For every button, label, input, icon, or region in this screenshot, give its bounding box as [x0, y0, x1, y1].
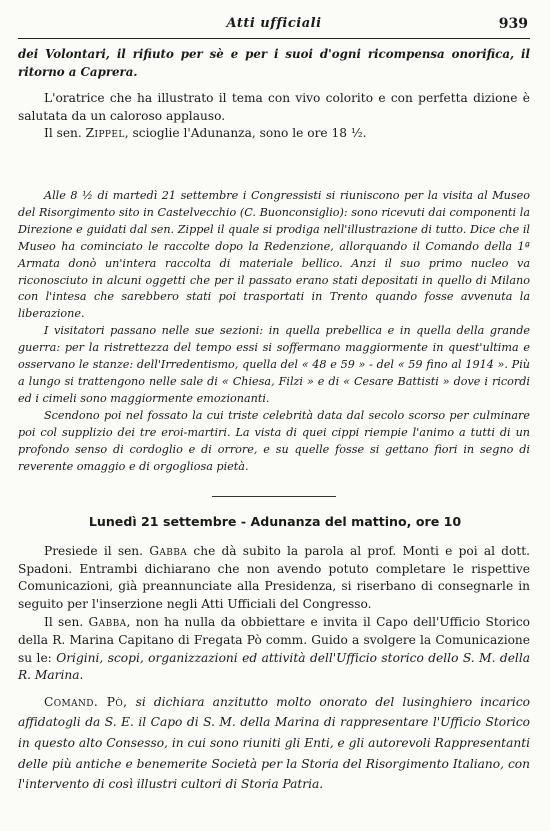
intro-p3-prefix: Il sen.: [44, 126, 86, 141]
visit-paragraph-3: Scendono poi nel fossato la cui triste celebrità data dal secolo scorso per culminare poi col supplizio dei tre eroi-martiri. La vista di quei cippi riempie l'animo a tutti di un profondo senso di cordoglio e di orrore, e su quelle fosse si gettano fiori in segno di reverente omaggio e di orgogliosa pietà.: [18, 408, 530, 473]
senator-name: Gabba: [88, 615, 127, 630]
session-p1-prefix: Presiede il sen.: [44, 544, 150, 558]
section-divider: [212, 496, 336, 497]
section-heading: Lunedì 21 settembre - Adunanza del mattino, ore 10: [88, 514, 462, 529]
communication-title: Origini, scopi, organizzazioni ed attività dell'Ufficio storico dello S. M. della R. Marina.: [18, 650, 530, 683]
session-paragraph-2: [18, 614, 530, 684]
visit-paragraph-2: I visitatori passano nelle sue sezioni: in quella prebellica e in quella della grande guerra: per la ristrettezza del tempo essi si soffermano maggiormente in quest'ultima e osservano le stanze: dell'Irredentismo, quella del « 48 e 59 » - del « 59 fino al 1914 ». Più a lungo si trattengono nelle sale di « Chiesa, Filzi » e di « Cesare Battisti » dove i ricordi ed i cimeli sono maggiormente emozionanti.: [18, 324, 530, 405]
president-name: Gabba: [149, 544, 188, 558]
header-title: Atti ufficiali: [226, 16, 322, 31]
running-header: [18, 14, 530, 39]
intro-block: [18, 45, 530, 143]
session-block: [18, 543, 530, 795]
session-p1-text: che dà subito la parola al prof. Monti e poi al dott. Spadoni. Entrambi dichiarano che non avendo potuto completare le rispettive Comunicazioni, già preannunciate alla Presidenza, si riserbano di consegnarle in seguito per l'inserzione negli Atti Ufficiali del Congresso.: [18, 544, 530, 611]
intro-paragraph-2: L'oratrice che ha illustrato il tema con vivo colorito e con perfetta dizione è salutata da un caloroso applauso.: [18, 91, 530, 123]
session-p2-prefix: Il sen.: [44, 615, 89, 630]
intro-p3-suffix: , scioglie l'Adunanza, sono le ore 18 ½.: [124, 126, 367, 141]
commander-name: Comand. Pò,: [44, 694, 128, 709]
page-number: 939: [498, 16, 528, 32]
intro-paragraph-1: dei Volontari, il rifiuto per sè e per i suoi d'ogni ricompensa onorifica, il ritorno a Caprera.: [18, 47, 530, 79]
session-paragraph-3: [18, 692, 530, 795]
session-paragraph-1: [18, 543, 530, 613]
intro-paragraph-3: [18, 125, 530, 143]
visit-block: [18, 188, 530, 475]
commander-speech: si dichiara anzitutto molto onorato del lusinghiero incarico affidatogli da S. E. il Capo di S. M. della Marina di rappresentare l'Ufficio Storico in questo alto Consesso, in cui sono riuniti gli Enti, e gli autorevoli Rappresentanti delle più antiche e benemerite Società per la Storia del Risorgimento Italiano, con l'intervento di così illustri cultori di Storia Patria.: [18, 694, 530, 792]
session-p2-text: , non ha nulla da obbiettare e invita il Capo dell'Ufficio Storico della R. Marina Capitano di Fregata Pò comm. Guido a svolgere la Comunicazione su le:: [18, 615, 530, 665]
speaker-name: Zippel: [85, 126, 125, 141]
visit-paragraph-1: Alle 8 ½ di martedì 21 settembre i Congressisti si riuniscono per la visita al Museo del Risorgimento sito in Castelvecchio (C. Buonconsiglio): sono ricevuti dai componenti la Direzione e guidati dal sen. Zippel il quale si prodiga nell'illustrazione di tutto. Dice che il Museo ha cominciato le raccolte dopo la Redenzione, allorquando il Comando della 1ª Armata donò un'intera raccolta di materiale bellico. Anzi il suo primo nucleo va riconosciuto in alcuni oggetti che per il passato erano stati depositati in quello di Milano con l'intesa che sarebbero stati poi trasportati in Trento quando fosse avvenuta la liberazione.: [18, 189, 530, 321]
